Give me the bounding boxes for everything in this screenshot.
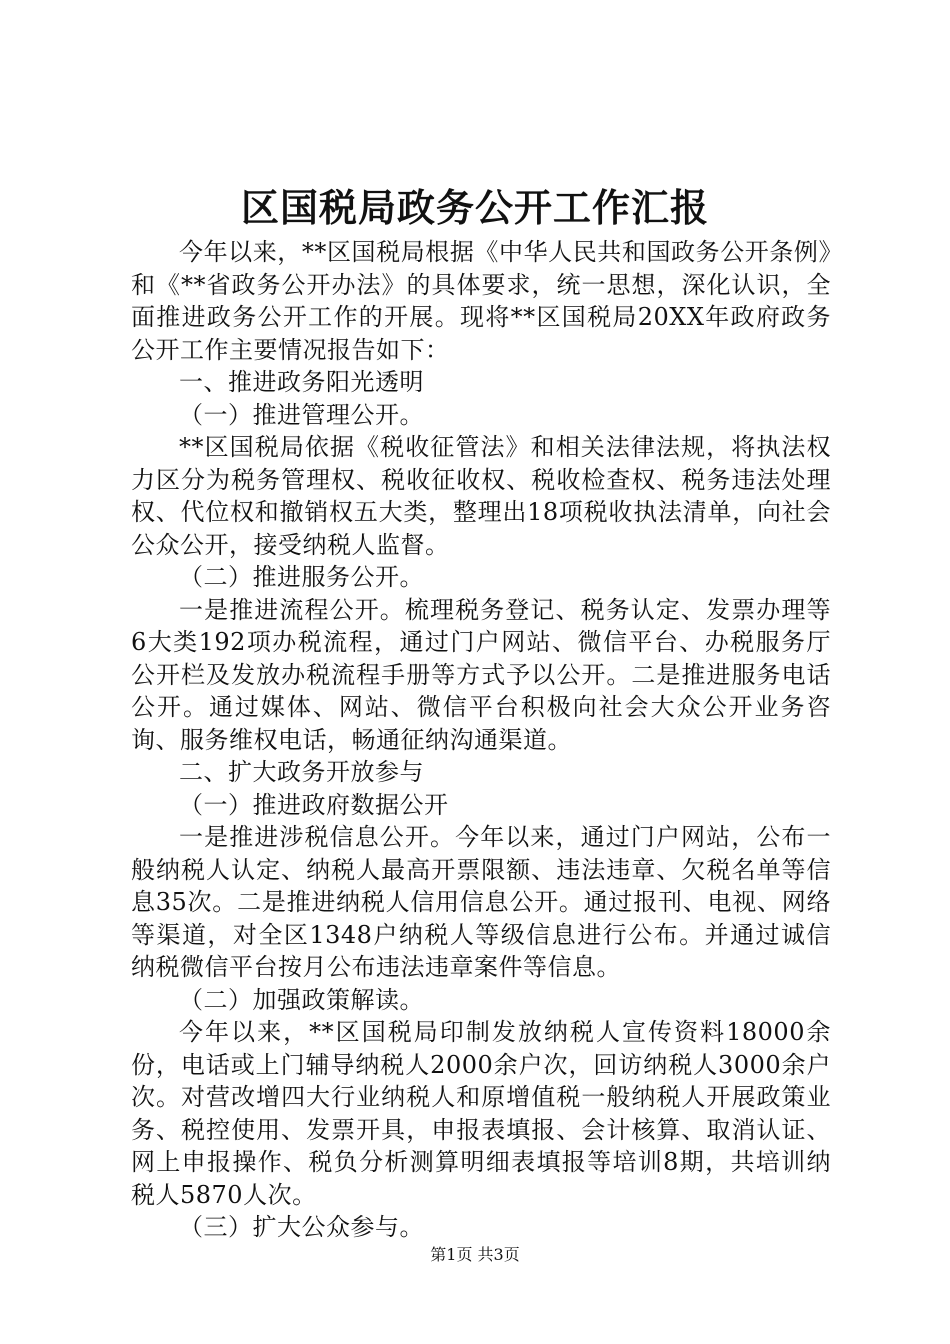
section-heading-1: 一、推进政务阳光透明 [179,368,424,396]
document-title: 区国税局政务公开工作汇报 [240,185,709,230]
subsection-heading-1-1: （一）推进管理公开。 [179,400,424,429]
subsection-heading-2-1: （一）推进政府数据公开 [179,790,449,819]
intro-paragraph: 今年以来，**区国税局根据《中华人民共和国政务公开条例》和《**省政务公开办法》的具体要求，统一思想，深化认识，全面推进政务公开工作的开展。现将**区国税局20XX年政府政务公开工作主要情况报告如下： [131,238,831,364]
body-paragraph: **区国税局依据《税收征管法》和相关法律法规，将执法权力区分为税务管理权、税收征收权、税收检查权、税务违法处理权、代位权和撤销权五大类，整理出18项税收执法清单，向社会公众公开，接受纳税人监督。 [131,433,831,559]
section-heading-2: 二、扩大政务开放参与 [179,758,424,786]
subsection-heading-1-2: （二）推进服务公开。 [179,563,424,591]
body-paragraph: 一是推进涉税信息公开。今年以来，通过门户网站，公布一般纳税人认定、纳税人最高开票限额、违法违章、欠税名单等信息35次。二是推进纳税人信用信息公开。通过报刊、电视、网络等渠道，对全区1348户纳税人等级信息进行公布。并通过诚信纳税微信平台按月公布违法违章案件等信息。 [131,823,831,981]
page-footer: 第1页 共3页 [430,1245,520,1264]
subsection-heading-2-3: （三）扩大公众参与。 [179,1213,424,1241]
document-body [131,236,831,1244]
subsection-heading-2-2: （二）加强政策解读。 [179,985,424,1014]
body-paragraph: 一是推进流程公开。梳理税务登记、税务认定、发票办理等6大类192项办税流程，通过门户网站、微信平台、办税服务厅公开栏及发放办税流程手册等方式予以公开。二是推进服务电话公开。通过媒体、网站、微信平台积极向社会大众公开业务咨询、服务维权电话，畅通征纳沟通渠道。 [131,595,831,754]
body-paragraph: 今年以来，**区国税局印制发放纳税人宣传资料18000余份，电话或上门辅导纳税人2000余户次，回访纳税人3000余户次。对营改增四大行业纳税人和原增值税一般纳税人开展政策业务、税控使用、发票开具，申报表填报、会计核算、取消认证、网上申报操作、税负分析测算明细表填报等培训8期，共培训纳税人5870人次。 [131,1018,831,1209]
